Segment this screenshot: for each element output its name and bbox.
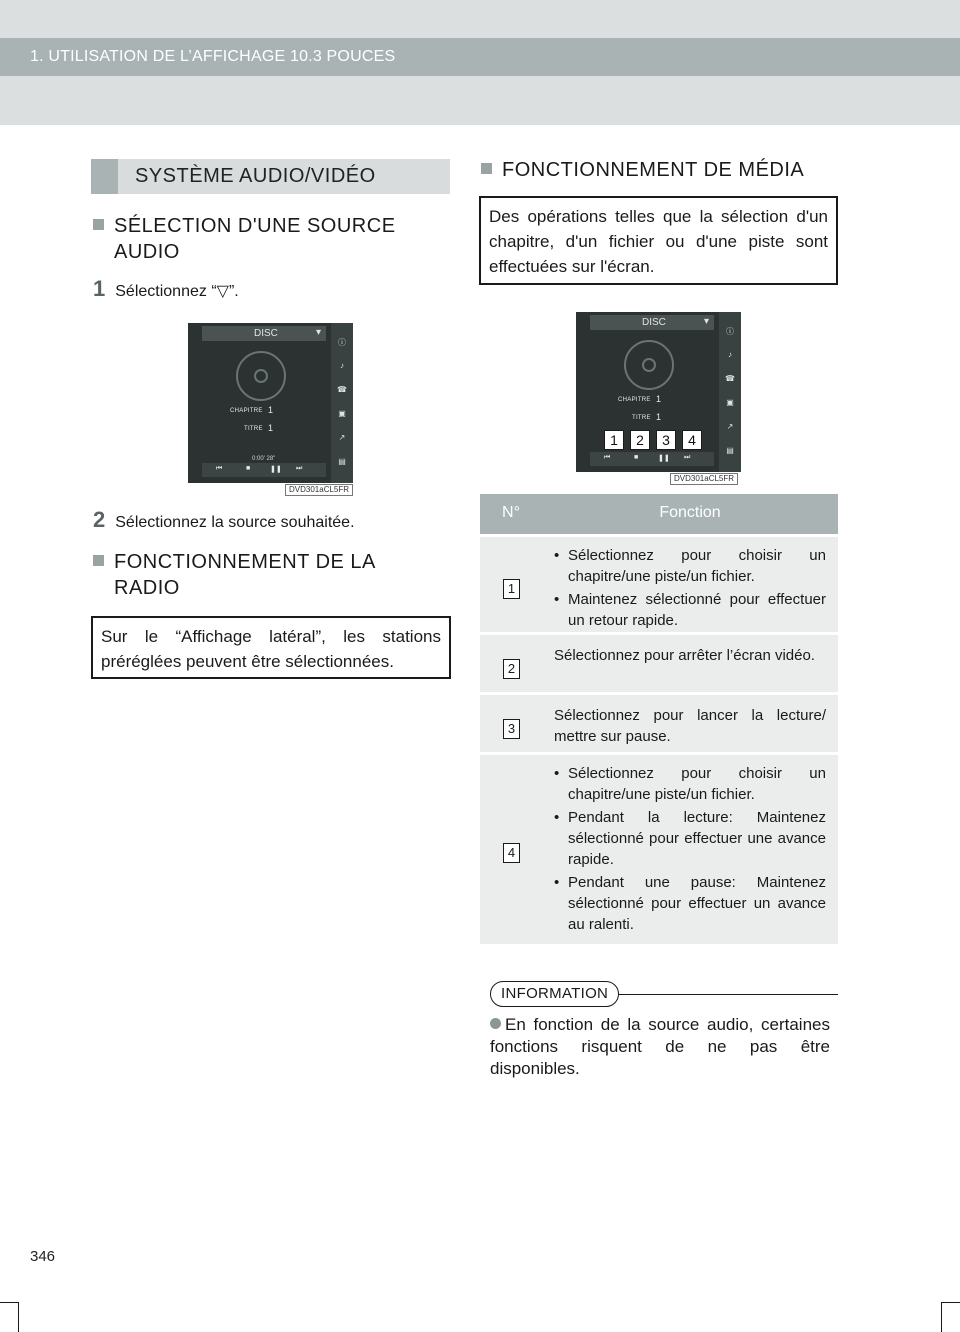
stop-button[interactable]: ■ <box>634 454 639 461</box>
heading-media-text: FONCTIONNEMENT DE MÉDIA <box>502 159 805 181</box>
chapter-value: 1 <box>656 394 662 404</box>
heading-radio <box>93 549 450 601</box>
settings-icon[interactable]: ▤ <box>338 457 346 466</box>
information-label: INFORMATION <box>490 981 619 1007</box>
function-item: • Sélectionnez pour choisir un chapitre/une piste/un fichier. <box>554 763 826 805</box>
image-icon[interactable]: ▣ <box>726 398 734 407</box>
stop-button[interactable]: ■ <box>246 465 251 472</box>
step-text: Sélectionnez “▽”. <box>115 283 239 300</box>
chapter-value: 1 <box>268 405 274 415</box>
function-item: • Pendant la lecture: Maintenez sélectionné pour effectuer une avance rapide. <box>554 807 826 870</box>
function-item: • Sélectionnez pour choisir un chapitre/une piste/un fichier. <box>554 545 826 587</box>
heading-radio-line2: RADIO <box>114 577 180 599</box>
media-note: Des opérations telles que la sélection d'un chapitre, d'un fichier ou d'une piste sont effectuées sur l'écran. <box>479 196 838 285</box>
navigation-icon[interactable]: ↗ <box>726 422 734 431</box>
square-bullet-icon <box>93 219 104 230</box>
step-number: 2 <box>93 507 106 532</box>
table-row <box>480 752 838 944</box>
title-label: TITRE <box>632 415 651 421</box>
square-bullet-icon <box>481 163 492 174</box>
disc-hub <box>642 358 656 372</box>
section-title <box>91 159 450 194</box>
radio-note: Sur le “Affichage latéral”, les stations préréglées peuvent être sélectionnées. <box>91 616 451 679</box>
information-rule <box>616 994 838 995</box>
row-number: 2 <box>503 659 520 679</box>
heading-audio-source-line2: AUDIO <box>114 241 180 263</box>
music-note-icon[interactable]: ♪ <box>728 350 732 359</box>
information-text <box>490 1014 830 1080</box>
information-text-body: En fonction de la source audio, certaines fonctions risquent de ne pas être disponibles. <box>490 1015 830 1078</box>
section-title-stripe <box>91 159 118 194</box>
source-label: DISC <box>254 328 278 339</box>
heading-audio-source-line1: SÉLECTION D'UNE SOURCE <box>114 215 396 237</box>
title-value: 1 <box>268 423 274 433</box>
function-item: • Pendant une pause: Maintenez sélectionné pour effectuer un avance au ralenti. <box>554 872 826 935</box>
function-table <box>480 494 838 944</box>
heading-media <box>481 157 838 183</box>
table-row <box>480 692 838 752</box>
settings-icon[interactable]: ▤ <box>726 446 734 455</box>
image-caption: DVD301aCL5FR <box>670 473 738 485</box>
previous-button[interactable]: ⏮ <box>604 454 611 461</box>
row-number: 4 <box>503 843 520 863</box>
phone-icon[interactable]: ☎ <box>337 385 347 394</box>
image-caption: DVD301aCL5FR <box>285 484 353 496</box>
table-header <box>480 494 838 534</box>
function-item: • Maintenez sélectionné pour effectuer un retour rapide. <box>554 589 826 631</box>
disc-hub <box>254 369 268 383</box>
next-button[interactable]: ⏭ <box>684 454 691 461</box>
navigation-icon[interactable]: ↗ <box>338 433 346 442</box>
round-bullet-icon <box>490 1018 501 1029</box>
step-number: 1 <box>93 276 106 301</box>
heading-radio-line1: FONCTIONNEMENT DE LA <box>114 551 376 573</box>
elapsed-time: 0:00' 28" <box>252 456 276 462</box>
step-text: Sélectionnez la source souhaitée. <box>115 514 355 531</box>
title-label: TITRE <box>244 426 263 432</box>
crop-mark <box>941 1302 942 1332</box>
row-function <box>554 545 826 631</box>
pause-button[interactable]: ❚❚ <box>270 466 282 473</box>
callout-1: 1 <box>604 430 624 450</box>
column-header-number: N° <box>502 504 520 521</box>
crop-mark <box>0 1302 18 1303</box>
column-header-function: Fonction <box>659 504 721 521</box>
chapter-title: 1. UTILISATION DE L’AFFICHAGE 10.3 POUCES <box>30 48 396 65</box>
table-row <box>480 534 838 632</box>
callout-2: 2 <box>630 430 650 450</box>
callout-3: 3 <box>656 430 676 450</box>
pause-button[interactable]: ❚❚ <box>658 455 670 462</box>
chapter-label: CHAPITRE <box>230 408 263 414</box>
dropdown-icon: ▾ <box>704 316 710 327</box>
section-title-text: SYSTÈME AUDIO/VIDÉO <box>135 165 376 187</box>
crop-mark <box>942 1302 960 1303</box>
chapter-label: CHAPITRE <box>618 397 651 403</box>
table-row <box>480 632 838 692</box>
info-icon[interactable]: ⓘ <box>726 327 734 336</box>
step-1 <box>93 276 239 302</box>
music-note-icon[interactable]: ♪ <box>340 361 344 370</box>
crop-mark <box>18 1302 19 1332</box>
row-function: Sélectionnez pour arrêter l’écran vidéo. <box>554 647 815 664</box>
heading-audio-source <box>93 213 450 265</box>
callout-4: 4 <box>682 430 702 450</box>
row-function <box>554 763 826 935</box>
disc-screen-image <box>188 323 353 483</box>
row-number: 3 <box>503 719 520 739</box>
page-number: 346 <box>30 1248 56 1265</box>
step-2 <box>93 507 355 533</box>
phone-icon[interactable]: ☎ <box>725 374 735 383</box>
source-label: DISC <box>642 317 666 328</box>
info-icon[interactable]: ⓘ <box>338 338 346 347</box>
image-icon[interactable]: ▣ <box>338 409 346 418</box>
row-number: 1 <box>503 579 520 599</box>
next-button[interactable]: ⏭ <box>296 465 303 472</box>
square-bullet-icon <box>93 555 104 566</box>
title-value: 1 <box>656 412 662 422</box>
row-function: Sélectionnez pour lancer la lecture/ mettre sur pause. <box>554 707 826 745</box>
previous-button[interactable]: ⏮ <box>216 465 223 472</box>
dropdown-icon: ▾ <box>316 327 322 338</box>
